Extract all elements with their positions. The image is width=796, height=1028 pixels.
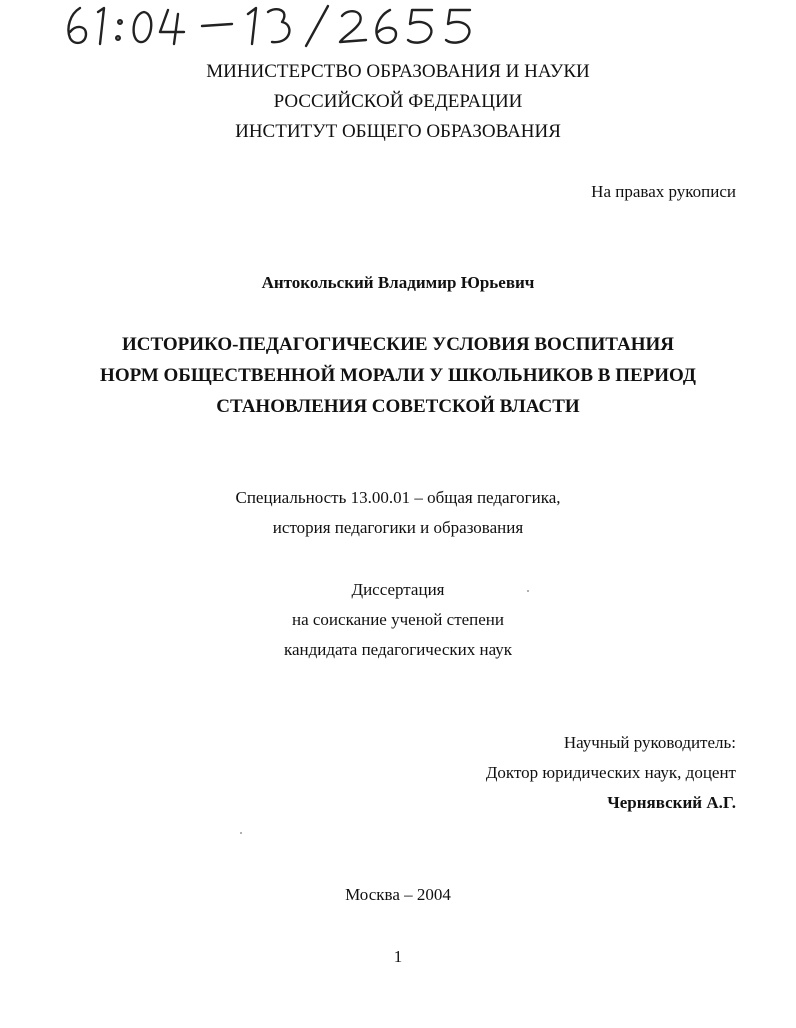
institute-line: ИНСТИТУТ ОБЩЕГО ОБРАЗОВАНИЯ: [235, 121, 561, 142]
thesis-title-line-3: СТАНОВЛЕНИЯ СОВЕТСКОЙ ВЛАСТИ: [216, 396, 580, 417]
degree-line-3: кандидата педагогических наук: [283, 640, 513, 659]
page-number: 1: [393, 947, 403, 966]
supervisor-label: Научный руководитель:: [563, 733, 736, 752]
place-year: Москва – 2004: [345, 885, 451, 904]
degree-line-1: Диссертация: [351, 580, 445, 599]
specialty-line-1: Специальность 13.00.01 – общая педагогика,: [235, 488, 561, 507]
specialty-line-2: история педагогики и образования: [272, 518, 524, 537]
ministry-line-2: РОССИЙСКОЙ ФЕДЕРАЦИИ: [273, 91, 523, 112]
degree-line-2: на соискание ученой степени: [291, 610, 505, 629]
thesis-title-line-2: НОРМ ОБЩЕСТВЕННОЙ МОРАЛИ У ШКОЛЬНИКОВ В ПЕРИОД: [100, 365, 696, 386]
author-name: Антокольский Владимир Юрьевич: [261, 273, 535, 292]
scan-speck: [527, 590, 529, 592]
thesis-title-line-1: ИСТОРИКО-ПЕДАГОГИЧЕСКИЕ УСЛОВИЯ ВОСПИТАНИЯ: [121, 334, 675, 355]
handwritten-archive-code: [60, 0, 510, 50]
scan-speck: [240, 832, 242, 834]
ministry-line-1: МИНИСТЕРСТВО ОБРАЗОВАНИЯ И НАУКИ: [206, 61, 590, 82]
supervisor-name: Чернявский А.Г.: [607, 793, 736, 812]
supervisor-degree: Доктор юридических наук, доцент: [485, 763, 736, 782]
manuscript-note: На правах рукописи: [591, 182, 736, 201]
